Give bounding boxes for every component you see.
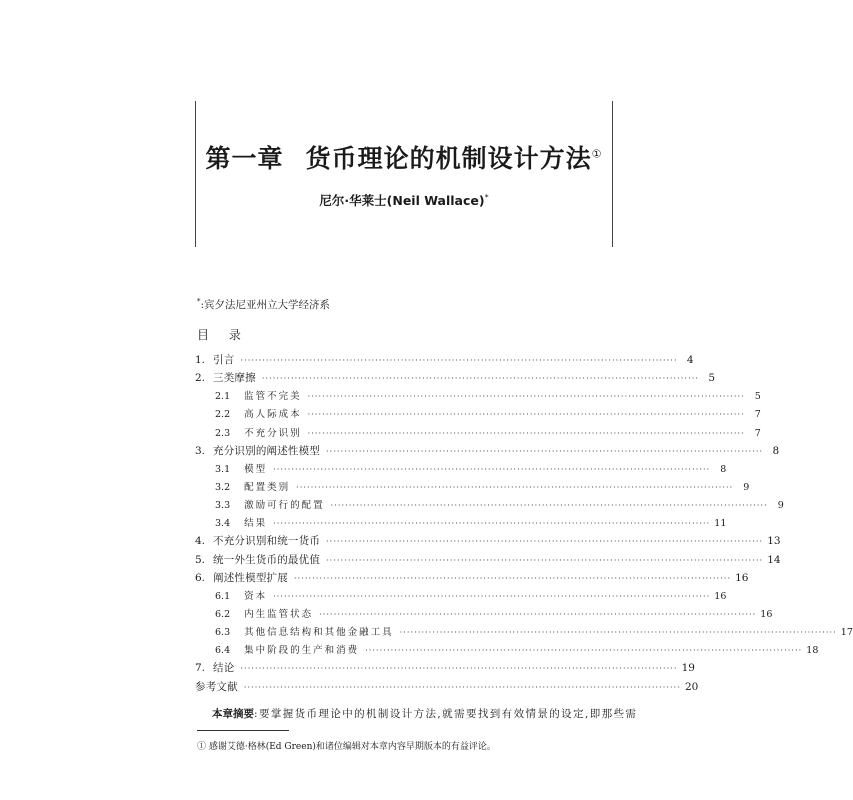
- toc-entry-page: 8: [772, 444, 780, 457]
- toc-entry-page: 19: [681, 662, 695, 675]
- toc-entry: [195, 533, 781, 551]
- toc-entry-page: 16: [714, 590, 727, 602]
- chapter-number: 第一章: [205, 144, 284, 173]
- toc-entry-label: 结果: [244, 518, 268, 530]
- toc-entry-page: 5: [754, 391, 761, 403]
- toc-dot-leader: ························································································································: [240, 664, 678, 674]
- toc-entry-page: 13: [767, 535, 781, 548]
- toc-entry: [195, 406, 761, 424]
- toc-entry: [195, 624, 853, 642]
- toc-heading: 目 录: [197, 328, 249, 342]
- abstract-label: 本章摘要: [212, 708, 254, 720]
- toc-dot-leader: ························································································································: [240, 356, 678, 365]
- toc-entry-page: 16: [735, 571, 749, 584]
- chapter-title-box: [195, 101, 613, 247]
- toc-entry-label: 三类摩擦: [213, 372, 256, 385]
- toc-dot-leader: ························································································································: [273, 519, 711, 529]
- table-of-contents: [195, 352, 853, 697]
- toc-entry-label: 资本: [244, 590, 268, 602]
- toc-entry-number: 6.: [195, 571, 206, 584]
- toc-entry-page: 7: [754, 427, 761, 439]
- toc-entry: [195, 642, 819, 660]
- toc-dot-leader: ························································································································: [319, 609, 757, 619]
- toc-entry: [195, 570, 749, 588]
- chapter-title-footnote-marker: ①: [591, 147, 603, 161]
- toc-entry-page: 7: [754, 409, 761, 421]
- toc-dot-leader: ························································································································: [326, 537, 764, 547]
- toc-dot-leader: ························································································································: [273, 464, 711, 474]
- toc-entry-label: 配置类别: [244, 481, 291, 493]
- toc-entry-label: 监管不完美: [244, 391, 302, 403]
- toc-entry: [195, 388, 761, 406]
- toc-dot-leader: ························································································································: [326, 555, 764, 565]
- toc-entry-number: 2.1: [215, 391, 231, 403]
- footnote: ① 感谢艾德·格林(Ed Green)和诸位编辑对本章内容早期版本的有益评论。: [197, 742, 496, 752]
- toc-entry-number: 2.: [195, 372, 206, 385]
- toc-entry: [195, 679, 699, 697]
- toc-entry-page: 9: [777, 500, 784, 512]
- toc-dot-leader: ························································································································: [330, 501, 768, 511]
- toc-entry-label: 高人际成本: [244, 409, 302, 421]
- chapter-title: [196, 139, 612, 175]
- toc-dot-leader: ························································································································: [307, 410, 745, 420]
- toc-dot-leader: ························································································································: [307, 392, 745, 402]
- toc-dot-leader: ························································································································: [399, 628, 837, 638]
- toc-entry-label: 阐述性模型扩展: [213, 571, 288, 584]
- toc-entry-page: 4: [686, 354, 694, 366]
- toc-entry-label: 集中阶段的生产和消费: [244, 645, 360, 657]
- toc-entry: [195, 370, 715, 388]
- toc-entry: [195, 497, 784, 515]
- toc-entry-number: 2.3: [215, 427, 231, 439]
- abstract-text: :要掌握货币理论中的机制设计方法,就需要找到有效情景的设定,即那些需: [254, 708, 638, 720]
- toc-entry: [195, 352, 694, 370]
- toc-entry: [195, 515, 727, 533]
- toc-dot-leader: ························································································································: [243, 682, 681, 692]
- toc-entry-label: 参考文献: [195, 680, 238, 693]
- toc-entry-page: 20: [684, 680, 699, 693]
- toc-dot-leader: ························································································································: [307, 428, 745, 438]
- toc-entry-page: 5: [708, 372, 715, 385]
- toc-entry-label: 充分识别的阐述性模型: [213, 444, 321, 457]
- toc-entry-page: 11: [714, 518, 727, 530]
- toc-entry-page: 18: [806, 645, 819, 657]
- toc-entry-number: 3.2: [215, 481, 231, 493]
- toc-entry-number: 7.: [195, 662, 206, 675]
- affiliation-marker: *: [197, 297, 201, 306]
- toc-entry-label: 内生监管状态: [244, 608, 314, 620]
- toc-entry-number: 6.2: [215, 608, 231, 620]
- toc-entry-page: 8: [720, 463, 727, 475]
- toc-entry-label: 不充分识别和统一货币: [213, 535, 321, 548]
- chapter-author: [196, 191, 612, 209]
- toc-entry: [195, 443, 780, 461]
- toc-entry-number: 2.2: [215, 409, 231, 421]
- toc-entry-page: 16: [760, 608, 773, 620]
- toc-entry: [195, 588, 727, 606]
- toc-entry-number: 1.: [195, 354, 206, 366]
- author-name: 尼尔·华莱士(Neil Wallace): [319, 193, 485, 208]
- toc-entry-number: 3.: [195, 444, 206, 457]
- toc-entry-number: 6.1: [215, 590, 231, 602]
- toc-entry-number: 3.4: [215, 518, 231, 530]
- toc-entry: [195, 425, 761, 443]
- toc-entry-label: 激励可行的配置: [244, 500, 325, 512]
- chapter-title-text: 货币理论的机制设计方法: [305, 144, 592, 173]
- toc-entry-label: 模型: [244, 463, 268, 475]
- toc-entry-label: 统一外生货币的最优值: [213, 553, 321, 566]
- toc-dot-leader: ························································································································: [261, 374, 699, 384]
- toc-entry-number: 3.3: [215, 500, 231, 512]
- toc-entry-number: 4.: [195, 535, 206, 548]
- toc-entry-number: 3.1: [215, 463, 231, 475]
- chapter-abstract: [212, 706, 638, 721]
- author-note-marker: *: [484, 192, 489, 202]
- toc-entry-label: 不充分识别: [244, 427, 302, 439]
- toc-entry: [195, 660, 695, 678]
- toc-dot-leader: ························································································································: [293, 573, 732, 583]
- footnote-divider: [197, 730, 289, 731]
- toc-entry: [195, 606, 773, 624]
- toc-entry-page: 9: [743, 481, 750, 493]
- toc-entry-label: 引言: [213, 354, 235, 366]
- toc-entry-number: 5.: [195, 553, 206, 566]
- toc-entry-page: 14: [767, 553, 781, 566]
- toc-dot-leader: ························································································································: [273, 591, 711, 601]
- toc-entry-number: 6.4: [215, 645, 231, 657]
- toc-entry: [195, 552, 781, 570]
- toc-entry: [195, 479, 750, 497]
- toc-dot-leader: ························································································································: [365, 646, 803, 656]
- toc-entry-label: 其他信息结构和其他金融工具: [244, 627, 394, 639]
- toc-dot-leader: ························································································································: [296, 482, 734, 492]
- author-affiliation: [197, 297, 330, 312]
- toc-entry: [195, 461, 727, 479]
- toc-entry-number: 6.3: [215, 627, 231, 639]
- affiliation-text: :宾夕法尼亚州立大学经济系: [200, 299, 331, 311]
- toc-dot-leader: ························································································································: [326, 446, 764, 456]
- toc-entry-page: 17: [840, 627, 853, 639]
- toc-entry-label: 结论: [213, 662, 235, 675]
